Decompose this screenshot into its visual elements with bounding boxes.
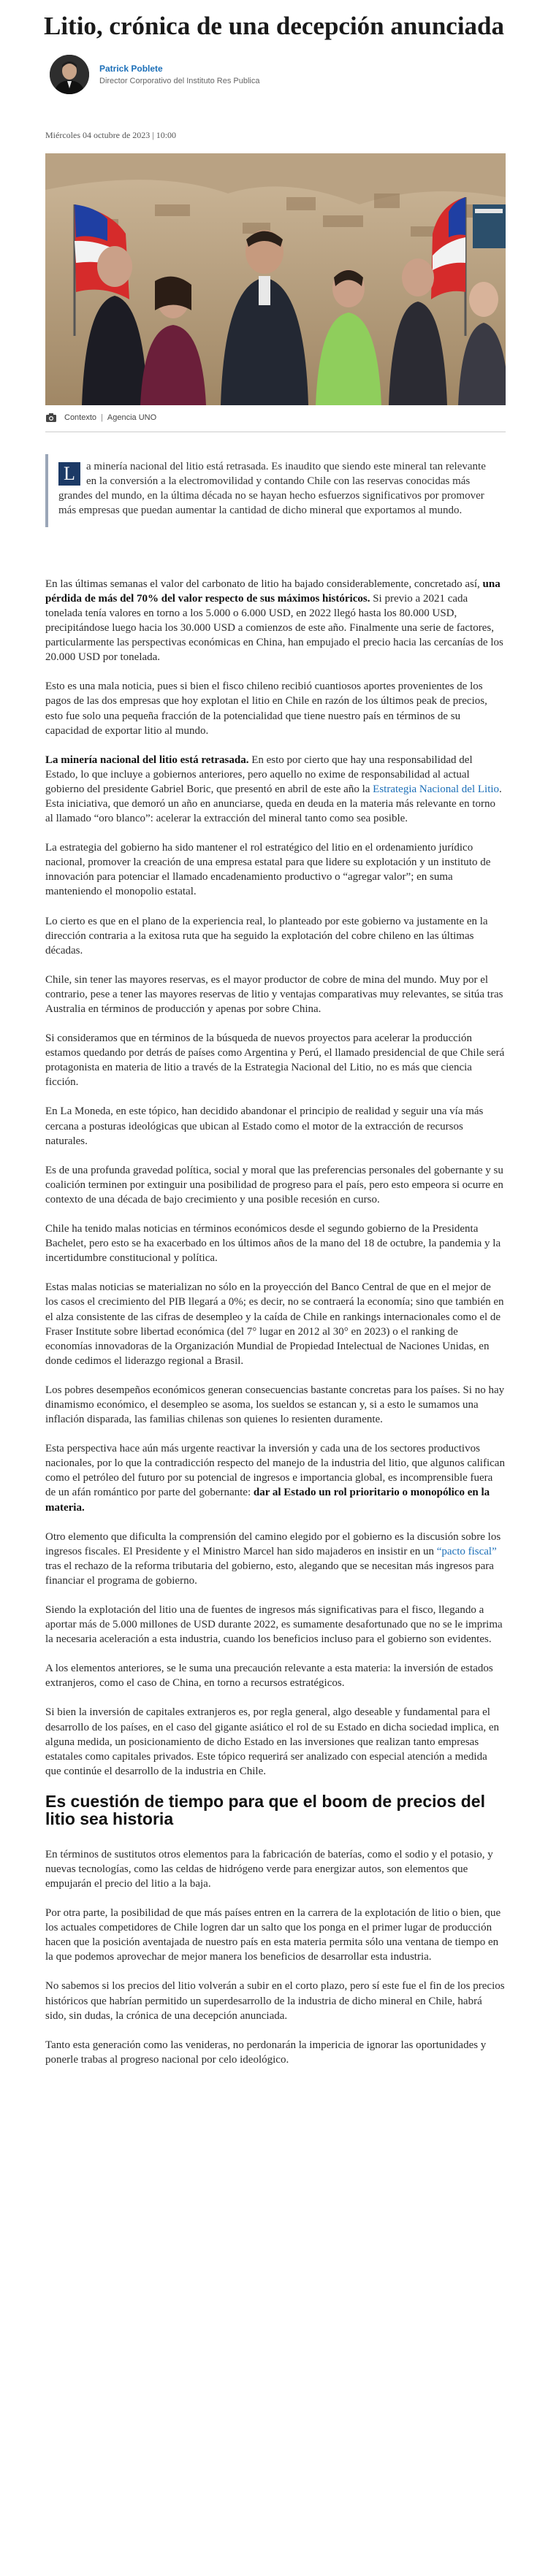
photo-credit-agency: Agencia UNO <box>107 413 157 422</box>
paragraph: Esto es una mala noticia, pues si bien el fisco chileno recibió cuantiosos aportes provenientes de los pagos de las dos empresas que hoy explotan el litio en Chile en razón de los últimos peak de precios, esto fue solo una pequeña fracción de la potencialidad que tiene nuestro país en términos de su capacidad de exportar litio al mundo. <box>45 681 487 737</box>
dropcap: L <box>58 462 80 486</box>
paragraph: No sabemos si los precios del litio volverán a subir en el corto plazo, pero sí este fue el fin de los precios históricos que habrían permitido un superdesarrollo de la industria de dicho mineral en Chile, habrá sido, sin dudas, la crónica de una decepción anunciada. <box>45 1980 505 2022</box>
article-body <box>45 577 506 2067</box>
lead-quote <box>45 454 506 527</box>
paragraph: Otro elemento que dificulta la comprensión del camino elegido por el gobierno es la discusión sobre los ingresos fiscales. El Presidente y el Ministro Marcel han sido majaderos en insistir en un “pacto fiscal” tras el rechazo de la reforma tributaria del gobierno, esto, alegando que se necesitan más ingresos para financiar el programa de gobierno. <box>45 1530 501 1587</box>
paragraph: En términos de sustitutos otros elementos para la fabricación de baterías, como el sodio y el potasio, y nuevas tecnologías, como las celdas de hidrógeno verde para energizar autos, son elementos que empujarán el precio del litio a la baja. <box>45 1848 493 1890</box>
paragraph: La minería nacional del litio está retrasada. En esto por cierto que hay una responsabilidad del Estado, lo que incluye a gobiernos anteriores, pero aquello no exime de responsabilidad al actual gobierno del presidente Gabriel Boric, que presentó en abril de este año la Estrategia Nacional del Litio. Esta iniciativa, que demoró un año en anunciarse, queda en deuda en la materia más relevante en torno al llamado “oro blanco”: acelerar la extracción del mineral tanto como sea posible. <box>45 754 502 825</box>
paragraph: Si bien la inversión de capitales extranjeros es, por regla general, algo deseable y fundamental para el desarrollo de los países, en el caso del gigante asiático el rol de su Estado en dicha sociedad implica, en alguna medida, un posicionamiento de dicho Estado en las inversiones que realizan tanto empresas estatales como capitales privados. Este tópico requerirá ser analizado con especial atención a medida que continúe el desarrollo de la industria en Chile. <box>45 1706 500 1777</box>
paragraph: Estas malas noticias se materializan no sólo en la proyección del Banco Central de que en el mejor de los casos el crecimiento del PIB llegará a 0%; es decir, no se contraerá la economía; sino que también en el alza consistente de las cifras de desempleo y la caída de Chile en rankings internacionales como el de Fraser Institute sobre libertad económica (del 7° lugar en 2012 al 30° en 2023) o el ranking de economías innovadoras de la Organización Mundial de Propiedad Intelectual de Naciones Unidas, en donde cedimos el liderazgo regional a Brasil. <box>45 1281 504 1367</box>
hero-photo <box>45 153 506 405</box>
author-block <box>50 54 548 95</box>
photo-credit <box>45 411 548 424</box>
paragraph: Esta perspectiva hace aún más urgente reactivar la inversión y cada una de los sectores productivos nacionales, por lo que la contradicción respecto del manejo de la industria del litio, que algunos califican como el petróleo del futuro por su potencial de ingresos e importancia global, es incomprensible fuera de un afán romántico por parte del gobernante: dar al Estado un rol prioritario o monopólico en la materia. <box>45 1443 505 1514</box>
paragraph: En las últimas semanas el valor del carbonato de litio ha bajado considerablemente, concretado así, una pérdida de más del 70% del valor respecto de sus máximos históricos. Si previo a 2021 cada tonelada tenía valores en torno a los 5.000 o 6.000 USD, en 2022 llegó hasta los 80.000 USD, precipitándose luego hacia los 30.000 USD a comienzos de este año. Finalmente una serie de factores, particularmente las perspectivas económicas en China, han empujado el precio hacia las cercanías de los 20.000 USD por tonelada. <box>45 578 503 664</box>
author-avatar[interactable] <box>50 55 89 94</box>
paragraph: A los elementos anteriores, se le suma una precaución relevante a esta materia: la inversión de estados extranjeros, como el caso de China, en torno a recursos estratégicos. <box>45 1663 493 1690</box>
camera-icon <box>45 413 57 423</box>
lead-text: a minería nacional del litio está retrasada. Es inaudito que siendo este mineral tan relevante en la conversión a la electromovilidad y contando Chile con las reservas conocidas más grandes del mundo, en la última década no se hayan hecho esfuerzos significativos por promover más empresas que puedan aumentar la cantidad de dicho mineral que exportamos al mundo. <box>58 461 486 516</box>
strategy-link[interactable]: Estrategia Nacional del Litio <box>373 783 500 795</box>
paragraph: Siendo la explotación del litio una de fuentes de ingresos más significativas para el fisco, llegando a aportar más de 5.000 millones de USD durante 2022, es sumamente desafortunado que no se le imprima la necesaria aceleración a esta industria, cuando los beneficios incluso para el gobierno son evidentes. <box>45 1604 503 1646</box>
credit-separator: | <box>101 413 103 422</box>
author-portrait-icon <box>50 55 89 94</box>
paragraph: Los pobres desempeños económicos generan consecuencias bastante concretas para los países. Si no hay dinamismo económico, el desempleo se asoma, los sueldos se estancan y, si a esto le sumamos una inflación disparada, las familias chilenas son quienes lo resienten duramente. <box>45 1384 505 1426</box>
paragraph: Chile, sin tener las mayores reservas, es el mayor productor de cobre de mina del mundo. Muy por el contrario, pese a tener las mayores reservas de litio y ventajas comparativas muy relevantes, se sitúa tras Australia en términos de producción y apenas por sobre China. <box>45 973 503 1015</box>
press-event-illustration <box>45 153 506 405</box>
article-title: Litio, crónica de una decepción anunciada <box>43 12 505 40</box>
paragraph: Tanto esta generación como las venideras, no perdonarán la impericia de ignorar las oportunidades y ponerle trabas al progreso nacional por celo ideológico. <box>45 2039 487 2066</box>
fiscal-pact-link[interactable]: “pacto fiscal” <box>436 1545 497 1557</box>
photo-credit-source: Contexto <box>64 413 97 422</box>
paragraph: Es de una profunda gravedad política, social y moral que las preferencias personales del gobernante y su coalición terminen por extinguir una posibilidad de progreso para el país, pero esto empeora si ocurre en contexto de una década de bajo crecimiento y una posible recesión en curso. <box>45 1164 503 1205</box>
paragraph: Chile ha tenido malas noticias en términos económicos desde el segundo gobierno de la Presidenta Bachelet, pero esto se ha exacerbado en los últimos años de la mano del 18 de octubre, la pandemia y la incertidumbre constitucional y política. <box>45 1223 501 1265</box>
paragraph: Por otra parte, la posibilidad de que más países entren en la carrera de la explotación de litio o bien, que los actuales competidores de Chile logren dar un salto que los ponga en el primer lugar de producción hacen que la posición aventajada de nuestro país en esta materia permita sólo una ventana de tiempo en la que podemos aprovechar de mejor manera los beneficios de desarrollar esta industria. <box>45 1907 501 1963</box>
section-subheading: Es cuestión de tiempo para que el boom de precios del litio sea historia <box>45 1791 485 1828</box>
paragraph: Si consideramos que en términos de la búsqueda de nuevos proyectos para acelerar la producción estamos quedando por detrás de países como Argentina y Perú, el llamado presidencial de que Chile será protagonista en materia de litio a través de la Estrategia Nacional del Litio, no es más que ciencia ficción. <box>45 1032 505 1089</box>
paragraph: La estrategia del gobierno ha sido mantener el rol estratégico del litio en el ordenamiento jurídico nacional, promover la creación de una empresa estatal para que lidere su explotación y un instituto de innovación para potenciar el llamado encadenamiento productivo o “agregar valor”; en suma manteniendo el monopolio estatal. <box>45 842 491 898</box>
publish-date: Miércoles 04 octubre de 2023 | 10:00 <box>45 130 177 140</box>
paragraph: En La Moneda, en este tópico, han decidido abandonar el principio de realidad y seguir una vía más cercana a posturas ideológicas que ubican al Estado como el motor de la extracción de recursos naturales. <box>45 1105 484 1147</box>
paragraph: Lo cierto es que en el plano de la experiencia real, lo planteado por este gobierno va justamente en la dirección contraria a la exitosa ruta que ha seguido la explotación del cobre chileno en las últimas décadas. <box>45 915 488 957</box>
author-name[interactable]: Patrick Poblete <box>99 64 163 74</box>
author-role: Director Corporativo del Instituto Res Publica <box>99 77 260 85</box>
